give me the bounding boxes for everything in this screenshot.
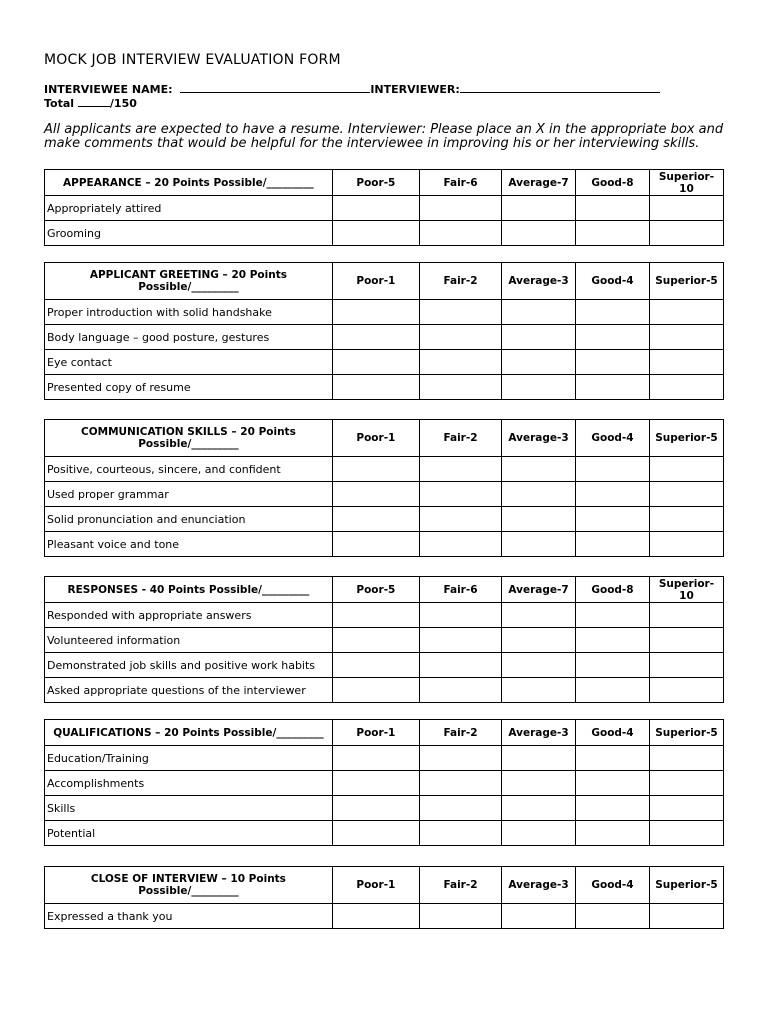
rating-checkbox-cell[interactable] [576,300,650,325]
rating-checkbox-cell[interactable] [502,628,576,653]
rating-header: Superior-5 [649,720,723,746]
rating-header: Superior-5 [649,420,723,457]
table-row [45,904,724,929]
rating-header: Fair-2 [419,263,501,300]
rating-checkbox-cell[interactable] [576,375,650,400]
rating-checkbox-cell[interactable] [576,678,650,703]
rating-header: Average-7 [502,170,576,196]
section-heading: APPEARANCE – 20 Points Possible/_________ [45,170,333,196]
rating-checkbox-cell[interactable] [576,821,650,846]
rating-checkbox-cell[interactable] [649,196,723,221]
rating-header: Fair-6 [419,577,501,603]
rating-checkbox-cell[interactable] [332,603,419,628]
rating-header: Average-3 [502,263,576,300]
criterion-label: Body language – good posture, gestures [45,325,333,350]
section-header-row [45,577,724,603]
total-score-field[interactable] [78,96,110,107]
rating-checkbox-cell[interactable] [576,653,650,678]
rating-checkbox-cell[interactable] [576,796,650,821]
section-5 [44,866,724,929]
rating-checkbox-cell[interactable] [576,904,650,929]
criterion-label: Expressed a thank you [45,904,333,929]
rating-checkbox-cell[interactable] [649,300,723,325]
rating-checkbox-cell[interactable] [332,457,419,482]
rating-checkbox-cell[interactable] [332,628,419,653]
section-header-row [45,867,724,904]
rating-header: Average-3 [502,867,576,904]
rating-header: Poor-5 [332,577,419,603]
rating-header: Poor-1 [332,420,419,457]
section-2 [44,419,724,557]
section-header-row [45,170,724,196]
criterion-label: Presented copy of resume [45,375,333,400]
table-row [45,482,724,507]
table-row [45,350,724,375]
rating-checkbox-cell[interactable] [502,221,576,246]
table-row [45,375,724,400]
interviewee-label: INTERVIEWEE NAME: [44,83,173,96]
rating-checkbox-cell[interactable] [419,796,501,821]
rating-checkbox-cell[interactable] [332,325,419,350]
rating-checkbox-cell[interactable] [419,904,501,929]
rating-checkbox-cell[interactable] [332,904,419,929]
rating-checkbox-cell[interactable] [419,603,501,628]
rating-header: Fair-2 [419,420,501,457]
rating-header: Superior-10 [649,170,723,196]
rating-checkbox-cell[interactable] [576,507,650,532]
section-header-row [45,263,724,300]
rating-checkbox-cell[interactable] [419,678,501,703]
rating-checkbox-cell[interactable] [649,507,723,532]
rating-checkbox-cell[interactable] [419,196,501,221]
rating-checkbox-cell[interactable] [419,325,501,350]
form-title: MOCK JOB INTERVIEW EVALUATION FORM [44,52,341,68]
rating-checkbox-cell[interactable] [649,771,723,796]
rating-checkbox-cell[interactable] [649,821,723,846]
section-heading: COMMUNICATION SKILLS – 20 Points Possible/_________ [45,420,333,457]
rating-checkbox-cell[interactable] [332,482,419,507]
section-header-row [45,720,724,746]
rating-checkbox-cell[interactable] [576,325,650,350]
rating-checkbox-cell[interactable] [502,821,576,846]
rating-table [44,419,724,557]
table-row [45,325,724,350]
rating-header: Superior-5 [649,263,723,300]
rating-checkbox-cell[interactable] [419,746,501,771]
rating-checkbox-cell[interactable] [576,482,650,507]
rating-header: Good-8 [576,577,650,603]
criterion-label: Volunteered information [45,628,333,653]
rating-checkbox-cell[interactable] [332,507,419,532]
rating-header: Average-7 [502,577,576,603]
rating-header: Average-3 [502,420,576,457]
table-row [45,678,724,703]
rating-table [44,169,724,246]
rating-checkbox-cell[interactable] [649,221,723,246]
rating-checkbox-cell[interactable] [502,653,576,678]
rating-checkbox-cell[interactable] [576,350,650,375]
rating-header: Fair-6 [419,170,501,196]
rating-checkbox-cell[interactable] [649,532,723,557]
rating-checkbox-cell[interactable] [502,796,576,821]
interviewer-name-field[interactable] [460,82,660,93]
rating-checkbox-cell[interactable] [332,350,419,375]
rating-checkbox-cell[interactable] [576,746,650,771]
section-1 [44,262,724,400]
rating-checkbox-cell[interactable] [419,482,501,507]
rating-header: Poor-1 [332,720,419,746]
table-row [45,653,724,678]
rating-checkbox-cell[interactable] [502,603,576,628]
table-row [45,771,724,796]
total-label: Total [44,97,75,110]
rating-checkbox-cell[interactable] [332,221,419,246]
rating-checkbox-cell[interactable] [649,375,723,400]
rating-checkbox-cell[interactable] [332,653,419,678]
rating-checkbox-cell[interactable] [649,325,723,350]
rating-checkbox-cell[interactable] [419,300,501,325]
rating-checkbox-cell[interactable] [502,507,576,532]
rating-checkbox-cell[interactable] [502,300,576,325]
rating-checkbox-cell[interactable] [502,746,576,771]
section-0 [44,169,724,246]
criterion-label: Education/Training [45,746,333,771]
criterion-label: Asked appropriate questions of the interviewer [45,678,333,703]
rating-header: Poor-1 [332,263,419,300]
rating-header: Good-4 [576,420,650,457]
rating-header: Poor-1 [332,867,419,904]
table-row [45,457,724,482]
table-row [45,746,724,771]
criterion-label: Appropriately attired [45,196,333,221]
rating-checkbox-cell[interactable] [332,821,419,846]
criterion-label: Positive, courteous, sincere, and confident [45,457,333,482]
section-3 [44,576,724,703]
rating-checkbox-cell[interactable] [419,375,501,400]
rating-checkbox-cell[interactable] [502,350,576,375]
criterion-label: Skills [45,796,333,821]
rating-checkbox-cell[interactable] [332,678,419,703]
rating-header: Good-4 [576,867,650,904]
section-heading: QUALIFICATIONS – 20 Points Possible/_________ [45,720,333,746]
rating-header: Poor-5 [332,170,419,196]
rating-checkbox-cell[interactable] [649,678,723,703]
rating-checkbox-cell[interactable] [502,678,576,703]
rating-checkbox-cell[interactable] [576,771,650,796]
criterion-label: Grooming [45,221,333,246]
rating-checkbox-cell[interactable] [502,325,576,350]
section-heading: CLOSE OF INTERVIEW – 10 Points Possible/_________ [45,867,333,904]
criterion-label: Demonstrated job skills and positive work habits [45,653,333,678]
rating-checkbox-cell[interactable] [576,221,650,246]
table-row [45,300,724,325]
rating-checkbox-cell[interactable] [502,196,576,221]
rating-checkbox-cell[interactable] [649,603,723,628]
rating-table [44,576,724,703]
rating-checkbox-cell[interactable] [419,507,501,532]
rating-header: Superior-5 [649,867,723,904]
rating-checkbox-cell[interactable] [576,196,650,221]
table-row [45,532,724,557]
section-heading: APPLICANT GREETING – 20 Points Possible/_________ [45,263,333,300]
rating-checkbox-cell[interactable] [419,628,501,653]
rating-header: Good-8 [576,170,650,196]
criterion-label: Used proper grammar [45,482,333,507]
criterion-label: Eye contact [45,350,333,375]
rating-header: Fair-2 [419,720,501,746]
rating-checkbox-cell[interactable] [502,771,576,796]
rating-checkbox-cell[interactable] [649,482,723,507]
rating-checkbox-cell[interactable] [649,904,723,929]
rating-checkbox-cell[interactable] [649,350,723,375]
rating-checkbox-cell[interactable] [576,457,650,482]
section-4 [44,719,724,846]
criterion-label: Proper introduction with solid handshake [45,300,333,325]
total-line [44,96,726,110]
rating-checkbox-cell[interactable] [649,746,723,771]
rating-checkbox-cell[interactable] [649,628,723,653]
rating-checkbox-cell[interactable] [649,796,723,821]
rating-header: Superior-10 [649,577,723,603]
rating-checkbox-cell[interactable] [576,603,650,628]
criterion-label: Potential [45,821,333,846]
criterion-label: Accomplishments [45,771,333,796]
section-heading: RESPONSES - 40 Points Possible/_________ [45,577,333,603]
name-line [44,82,726,96]
rating-checkbox-cell[interactable] [332,375,419,400]
criterion-label: Solid pronunciation and enunciation [45,507,333,532]
rating-header: Good-4 [576,263,650,300]
rating-checkbox-cell[interactable] [332,796,419,821]
rating-checkbox-cell[interactable] [502,457,576,482]
table-row [45,507,724,532]
table-row [45,603,724,628]
interviewer-label: INTERVIEWER: [370,83,460,96]
rating-checkbox-cell[interactable] [332,746,419,771]
section-header-row [45,420,724,457]
rating-checkbox-cell[interactable] [419,350,501,375]
table-row [45,196,724,221]
instructions: All applicants are expected to have a resume. Interviewer: Please place an X in the appropriate box and make comments that would be helpful for the interviewee in improving his or her interviewing skills. [44,122,724,151]
rating-table [44,866,724,929]
rating-checkbox-cell[interactable] [502,375,576,400]
rating-checkbox-cell[interactable] [332,300,419,325]
rating-header: Fair-2 [419,867,501,904]
rating-checkbox-cell[interactable] [332,532,419,557]
rating-checkbox-cell[interactable] [576,532,650,557]
rating-checkbox-cell[interactable] [576,628,650,653]
evaluation-form [44,52,726,151]
rating-header: Average-3 [502,720,576,746]
rating-checkbox-cell[interactable] [419,771,501,796]
table-row [45,628,724,653]
rating-checkbox-cell[interactable] [419,457,501,482]
rating-checkbox-cell[interactable] [419,821,501,846]
rating-header: Good-4 [576,720,650,746]
rating-checkbox-cell[interactable] [502,532,576,557]
table-row [45,821,724,846]
rating-checkbox-cell[interactable] [419,221,501,246]
rating-checkbox-cell[interactable] [332,196,419,221]
rating-checkbox-cell[interactable] [332,771,419,796]
rating-checkbox-cell[interactable] [649,653,723,678]
total-suffix: /150 [109,97,137,110]
criterion-label: Pleasant voice and tone [45,532,333,557]
rating-checkbox-cell[interactable] [419,653,501,678]
criterion-label: Responded with appropriate answers [45,603,333,628]
rating-table [44,719,724,846]
interviewee-name-field[interactable] [180,82,370,93]
rating-table [44,262,724,400]
table-row [45,221,724,246]
rating-checkbox-cell[interactable] [502,904,576,929]
rating-checkbox-cell[interactable] [502,482,576,507]
rating-checkbox-cell[interactable] [419,532,501,557]
rating-checkbox-cell[interactable] [649,457,723,482]
table-row [45,796,724,821]
